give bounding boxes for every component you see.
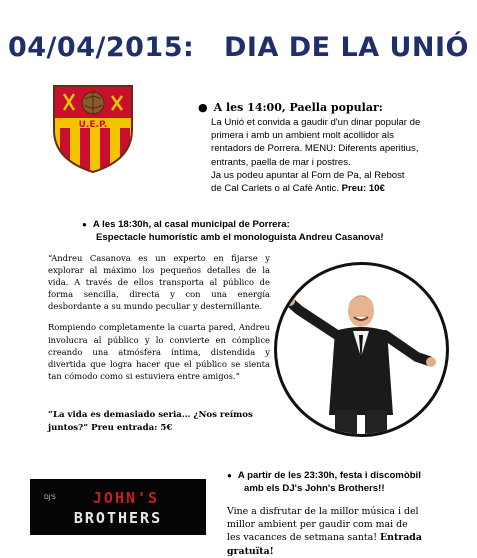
paella-price: Preu: 10€	[341, 183, 385, 195]
disco-entry-free: gratuïta!	[227, 545, 274, 557]
djs-johns-brothers-logo	[30, 479, 206, 535]
paella-description	[211, 116, 451, 195]
paella-heading-text: A les 14:00, Paella popular:	[213, 101, 383, 114]
disco-line: millor ambient per gaudir com mai de	[227, 519, 408, 531]
monologue-description	[48, 252, 270, 391]
paella-line-last	[211, 182, 451, 195]
club-crest-logo	[50, 82, 136, 174]
banner-brothers-text: BROTHERS	[73, 509, 163, 527]
paella-heading	[198, 101, 383, 114]
comedian-photo	[274, 262, 449, 437]
disco-heading-line1: A partir de les 23:30h, festa i discomòbil	[237, 470, 421, 481]
disco-entry: Entrada	[379, 532, 422, 544]
paella-line: entrants, paella de mar i postres.	[211, 156, 351, 168]
monologue-paragraph: “Andreu Casanova es un experto en fijarse y explorar al máximo los pequeños detalles de la vida. A través de ellos transporta al público de forma sencilla, directa y con una energía desbordante a su mundo peculiar y desternillante.	[48, 253, 270, 312]
disco-description	[227, 505, 467, 558]
disco-line-last	[227, 531, 467, 544]
comedian-figure-icon	[277, 265, 446, 434]
banner-small-text: DJ'S	[44, 494, 56, 501]
monologue-heading	[82, 219, 384, 244]
bullet-icon: ●	[82, 220, 87, 229]
disco-line-text: les vacances de setmana santa!	[227, 532, 377, 544]
banner-johns-text: JOHN'S	[92, 489, 160, 507]
disco-heading-line2: amb els DJ's John's Brothers!!	[244, 482, 385, 494]
monologue-quote: “La vida es demasiado seria… ¿Nos reímos juntos?” Preu entrada: 5€	[48, 410, 253, 433]
paella-line: La Unió et convida a gaudir d'un dinar popular de	[211, 117, 421, 128]
paella-line: Ja us podeu apuntar al Forn de Pa, al Rebost	[211, 169, 405, 181]
disco-line: Vine a disfrutar de la millor música i del	[227, 506, 419, 517]
paella-line: primera i amb un ambient molt acollidor als	[211, 130, 394, 142]
monologue-paragraph: Rompiendo completamente la cuarta pared, Andreu involucra al público y lo convierte en cómplice creando una atmósfera íntima, distendida y divertida que logra hacer que el público se sienta tan cómodo como si estuviera entre amigos.”	[48, 322, 270, 381]
paella-line: rentadors de Porrera. MENU: Diferents aperitius,	[211, 143, 419, 155]
paella-last-text: de Cal Carlets o al Cafè Antic.	[211, 183, 339, 195]
bullet-icon: ●	[227, 471, 232, 480]
bullet-icon: ●	[198, 101, 208, 114]
monologue-heading-line2: Espectacle humorístic amb el monologuista Andreu Casanova!	[96, 231, 384, 243]
crest-letters: U.E.P.	[78, 120, 108, 130]
disco-heading	[227, 470, 421, 495]
page-title: 04/04/2015: DIA DE LA UNIÓ	[7, 32, 470, 63]
monologue-heading-line1: A les 18:30h, al casal municipal de Porrera:	[92, 219, 290, 230]
